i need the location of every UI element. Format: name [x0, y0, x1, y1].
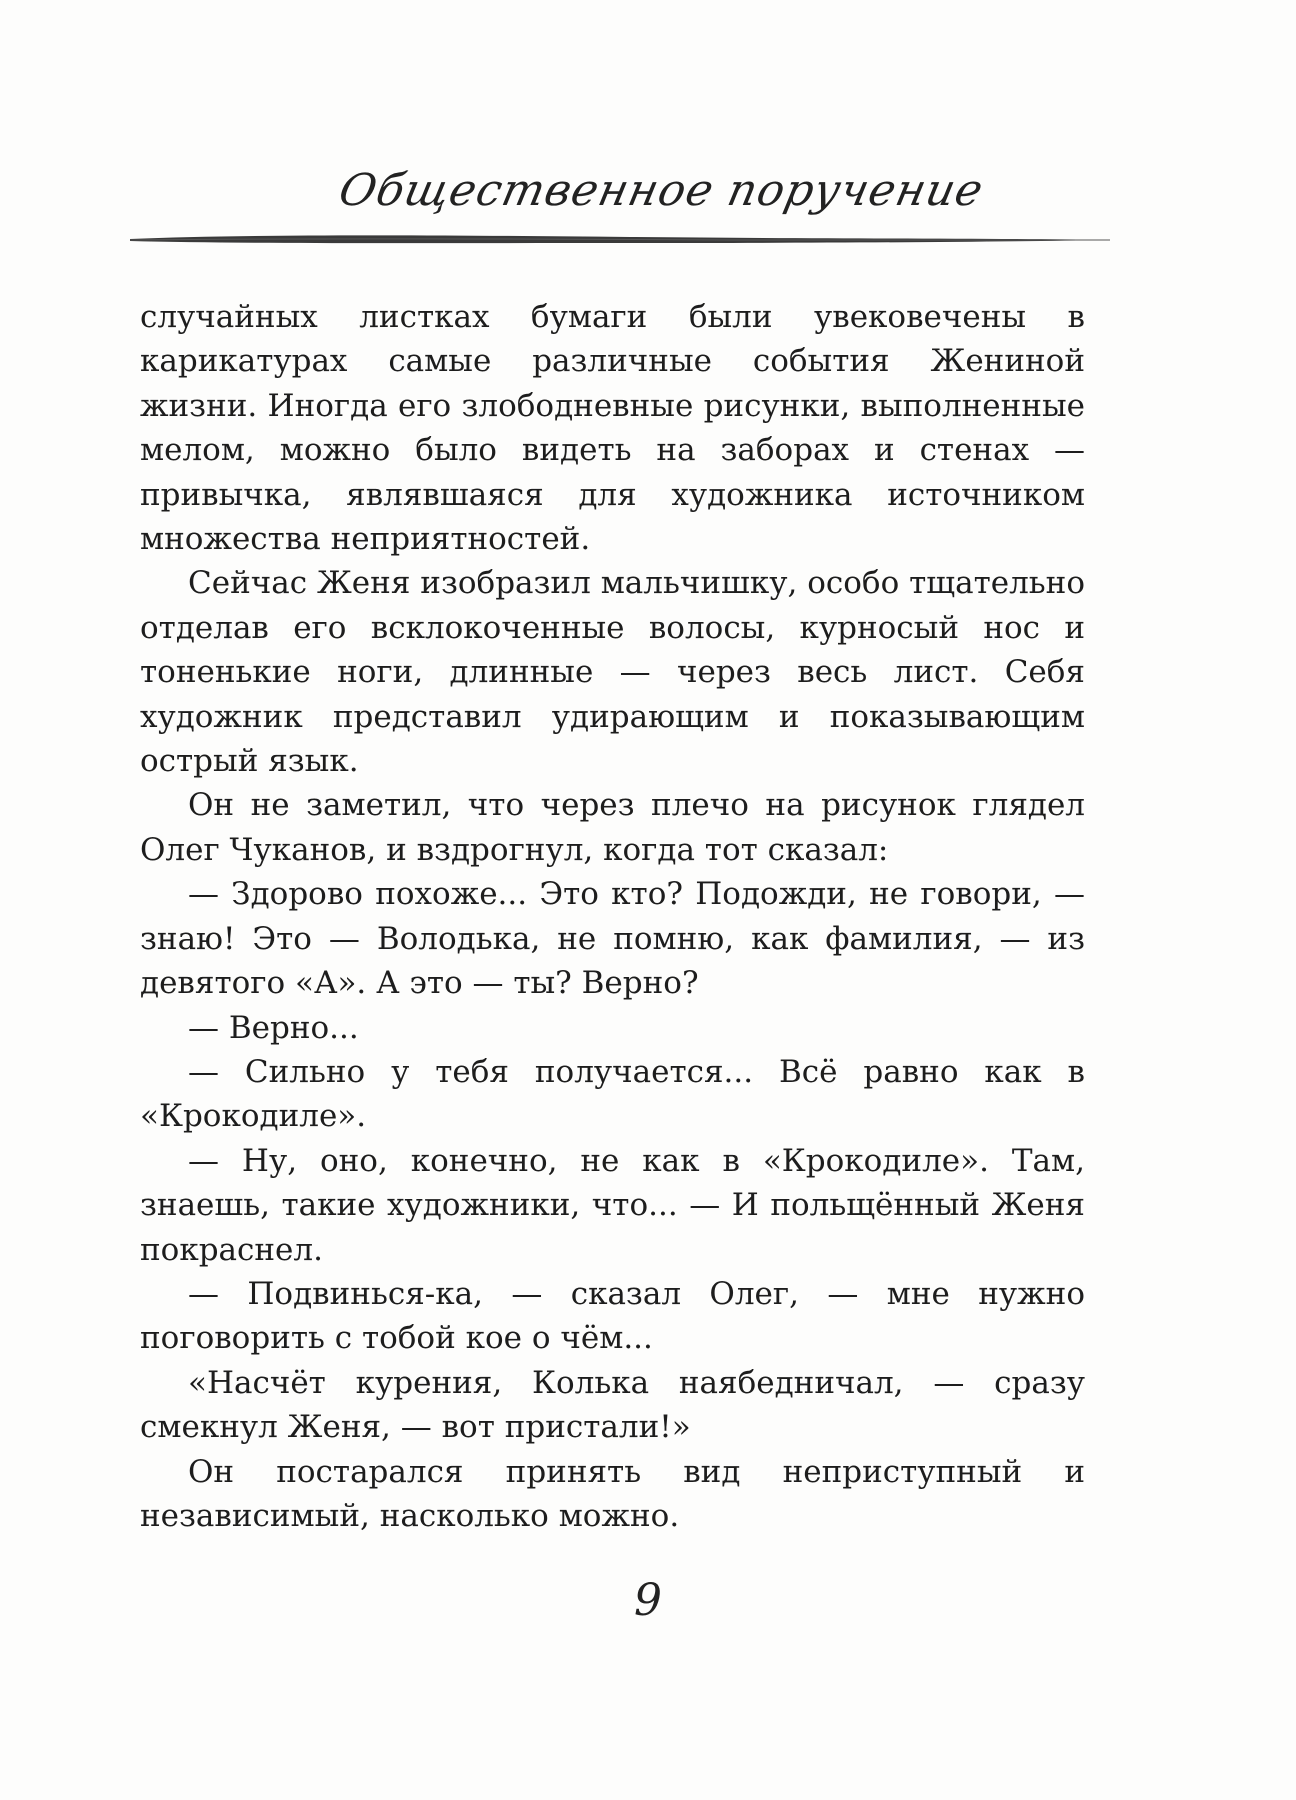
paragraph: «Насчёт курения, Колька наябедничал, — сразу смекнул Женя, — вот пристали!» — [140, 1364, 1085, 1446]
paragraph: — Ну, оно, конечно, не как в «Крокодиле». Там, знаешь, такие художники, что... — И польщённый Женя покраснел. — [140, 1142, 1085, 1268]
body-text — [140, 295, 1085, 1538]
paragraph: — Подвинься-ка, — сказал Олег, — мне нужно поговорить с тобой кое о чём... — [140, 1275, 1085, 1357]
running-header — [130, 165, 1110, 245]
paragraph: — Здорово похоже... Это кто? Подожди, не говори, — знаю! Это — Володька, не помню, как фамилия, — из девятого «А». А это — ты? Верно? — [140, 876, 1085, 1002]
paragraph: Сейчас Женя изобразил мальчишку, особо тщательно отделав его всклокоченные волосы, курносый нос и тоненькие ноги, длинные — через весь лист. Себя художник представил удирающим и показывающим острый язык. — [140, 565, 1085, 780]
paragraph: Он не заметил, что через плечо на рисунок глядел Олег Чуканов, и вздрогнул, когда тот сказал: — [140, 787, 1085, 868]
paragraph: — Сильно у тебя получается... Всё равно как в «Крокодиле». — [140, 1053, 1085, 1135]
header-brush-rule — [130, 233, 1110, 245]
header-title: Общественное поручение — [334, 165, 989, 216]
page-number: 9 — [634, 1575, 662, 1626]
paragraph: случайных листках бумаги были увековечены в карикатурах самые различные события Жениной жизни. Иногда его злободневные рисунки, выполненные мелом, можно было видеть на заборах и стенах — привычка, являвшаяся для художника источником множества неприятностей. — [140, 299, 1085, 558]
paragraph: Он постарался принять вид неприступный и независимый, насколько можно. — [140, 1453, 1085, 1534]
paragraph: — Верно... — [188, 1009, 359, 1046]
